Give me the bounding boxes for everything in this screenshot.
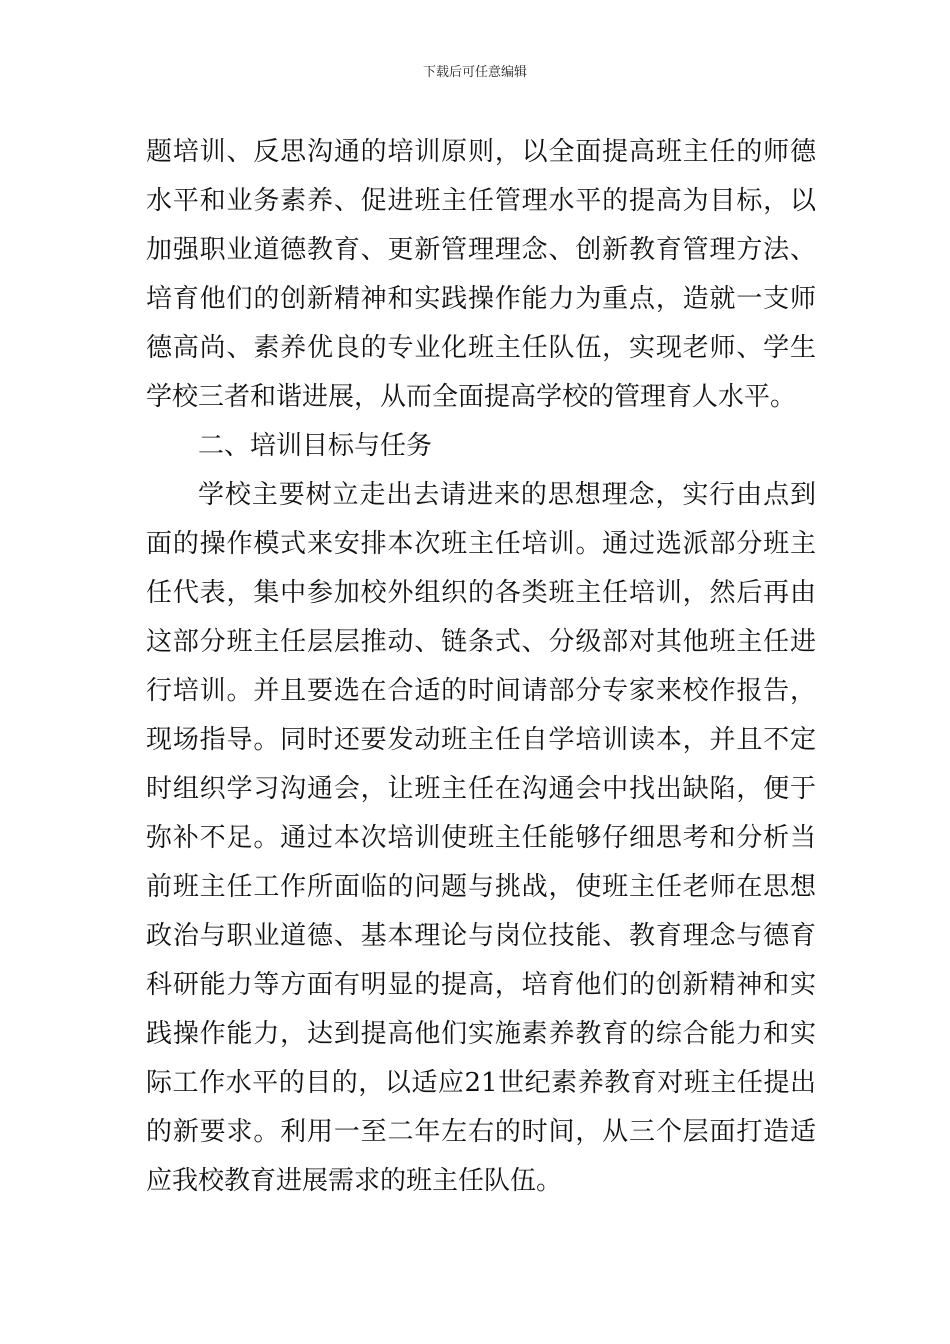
paragraph-line: 科研能力等方面有明显的提高，培育他们的创新精神和实 — [146, 970, 816, 1000]
paragraph-line: 任代表，集中参加校外组织的各类班主任培训，然后再由 — [146, 578, 816, 608]
paragraph-line: 行培训。并且要选在合适的时间请部分专家来校作报告， — [146, 676, 816, 706]
paragraph-line: 际工作水平的目的，以适应21世纪素养教育对班主任提出 — [146, 1068, 816, 1098]
paragraph-line: 加强职业道德教育、更新管理理念、创新教育管理方法、 — [146, 235, 816, 265]
paragraph-line: 政治与职业道德、基本理论与岗位技能、教育理念与德育 — [146, 921, 816, 951]
paragraph-line: 应我校教育进展需求的班主任队伍。 — [146, 1166, 563, 1196]
paragraph-line: 现场指导。同时还要发动班主任自学培训读本，并且不定 — [146, 725, 816, 755]
section-heading: 二、培训目标与任务 — [198, 431, 433, 461]
paragraph-line: 的新要求。利用一至二年左右的时间，从三个层面打造适 — [146, 1117, 816, 1147]
paragraph-line: 学校三者和谐进展，从而全面提高学校的管理育人水平。 — [146, 382, 797, 412]
paragraph-line: 弥补不足。通过本次培训使班主任能够仔细思考和分析当 — [146, 823, 816, 853]
paragraph-line: 题培训、反思沟通的培训原则，以全面提高班主任的师德 — [146, 137, 816, 167]
paragraph-line: 践操作能力，达到提高他们实施素养教育的综合能力和实 — [146, 1019, 816, 1049]
paragraph-line: 学校主要树立走出去请进来的思想理念，实行由点到 — [198, 480, 816, 510]
paragraph-line: 这部分班主任层层推动、链条式、分级部对其他班主任进 — [146, 627, 816, 657]
document-body — [146, 128, 816, 1206]
paragraph-line: 培育他们的创新精神和实践操作能力为重点，造就一支师 — [146, 284, 816, 314]
paragraph-line: 时组织学习沟通会，让班主任在沟通会中找出缺陷，便于 — [146, 774, 816, 804]
paragraph-line: 前班主任工作所面临的问题与挑战，使班主任老师在思想 — [146, 872, 816, 902]
paragraph-line: 德高尚、素养优良的专业化班主任队伍，实现老师、学生 — [146, 333, 816, 363]
paragraph-line: 面的操作模式来安排本次班主任培训。通过选派部分班主 — [146, 529, 816, 559]
page-header: 下载后可任意编辑 — [422, 65, 527, 80]
paragraph-line: 水平和业务素养、促进班主任管理水平的提高为目标，以 — [146, 186, 816, 216]
